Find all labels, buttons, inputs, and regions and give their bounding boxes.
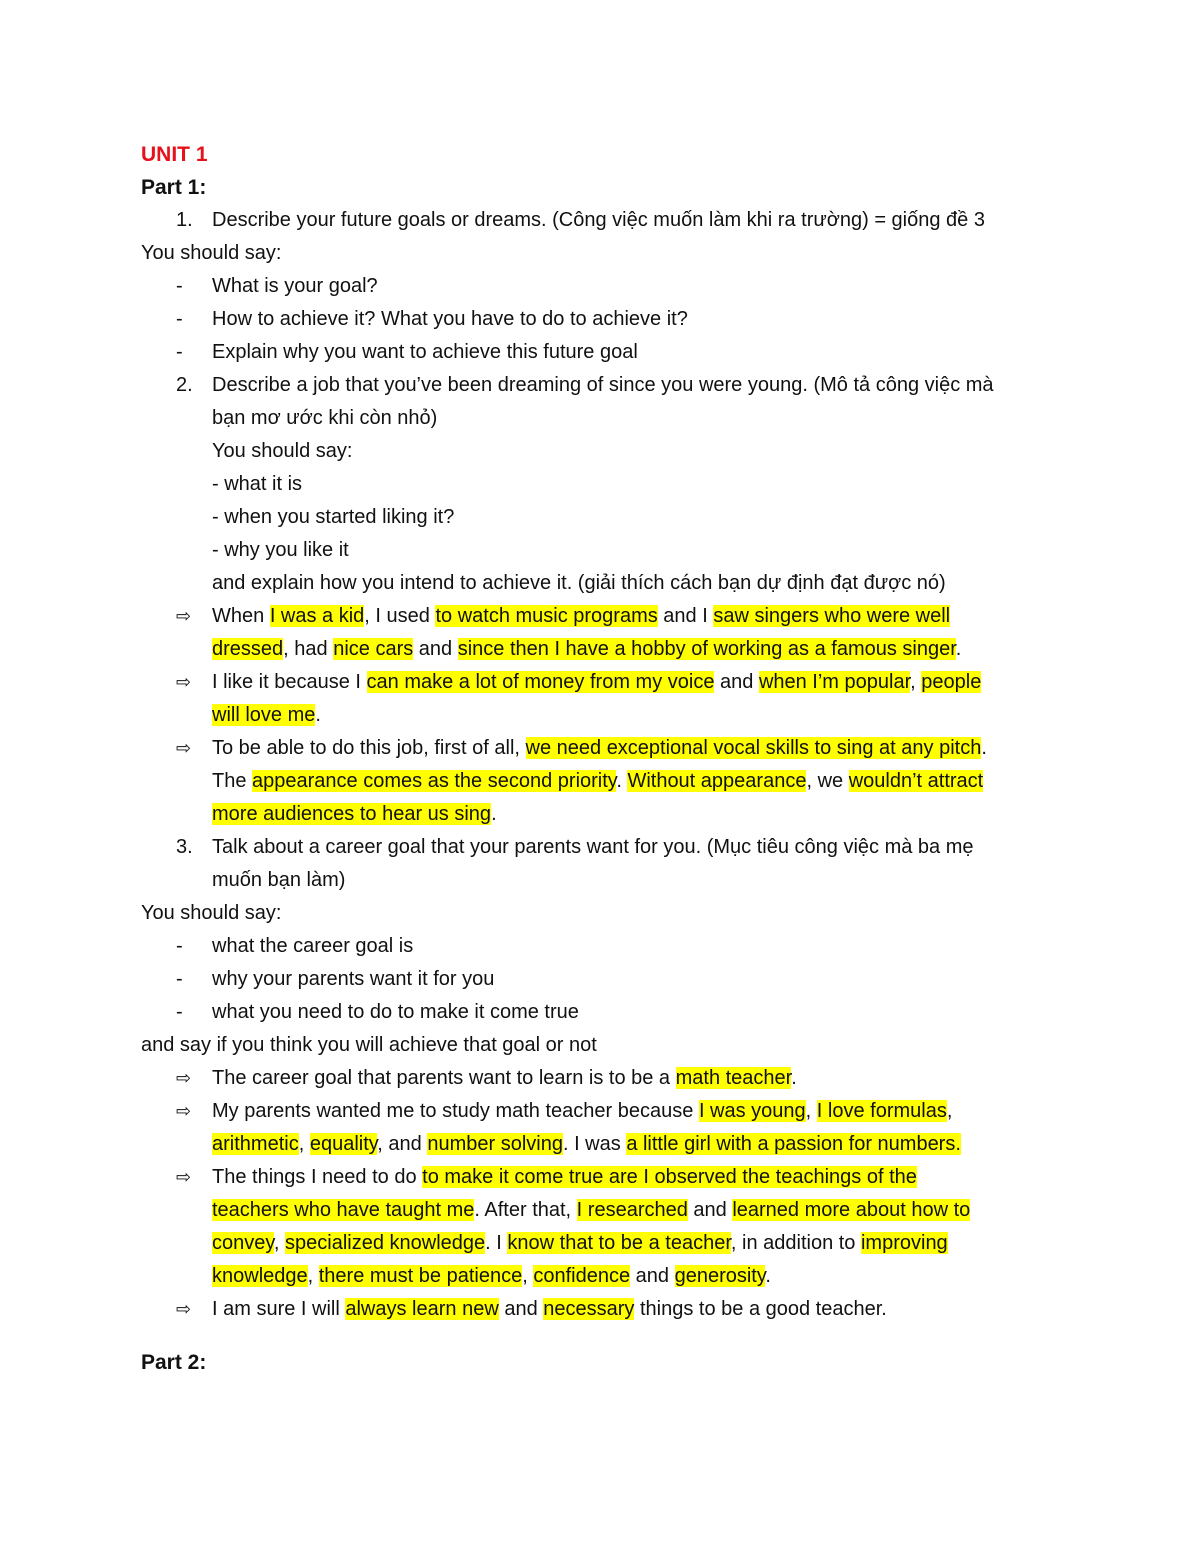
text-line bbox=[141, 303, 1061, 336]
text-run: You should say: bbox=[141, 902, 282, 924]
text-line bbox=[141, 732, 1061, 765]
highlighted-text: nice cars bbox=[333, 638, 414, 660]
text-run: , bbox=[307, 1265, 319, 1287]
text-run: Describe a job that you’ve been dreaming of since you were young. (Mô tả công việc mà bbox=[212, 374, 994, 396]
text-line bbox=[141, 1227, 1061, 1260]
highlighted-text: there must be patience bbox=[318, 1265, 523, 1287]
list-marker: - bbox=[176, 1001, 183, 1023]
text-line bbox=[141, 831, 1061, 864]
text-run: The things I need to do bbox=[212, 1166, 423, 1188]
text-run: and bbox=[687, 1199, 733, 1221]
text-line bbox=[141, 600, 1061, 633]
highlighted-text: necessary bbox=[543, 1298, 635, 1320]
arrow-bullet-icon: ⇨ bbox=[176, 1068, 192, 1088]
highlighted-text: knowledge bbox=[212, 1265, 308, 1287]
highlighted-text: more audiences to hear us sing bbox=[212, 803, 492, 825]
text-run: Talk about a career goal that your parents want for you. (Mục tiêu công việc mà ba mẹ bbox=[212, 836, 974, 858]
text-line bbox=[141, 699, 1061, 732]
text-run: . bbox=[315, 704, 321, 726]
text-run: and bbox=[498, 1298, 544, 1320]
highlighted-text: I was a kid bbox=[269, 605, 365, 627]
text-run: Describe your future goals or dreams. (Công việc muốn làm khi ra trường) = giống đề 3 bbox=[212, 209, 985, 231]
text-line bbox=[141, 930, 1061, 963]
text-line bbox=[141, 435, 1061, 468]
highlighted-text: appearance comes as the second priority bbox=[252, 770, 617, 792]
spacer bbox=[141, 1326, 1061, 1346]
text-run: You should say: bbox=[141, 242, 282, 264]
list-marker: 2. bbox=[176, 374, 193, 396]
text-run: , bbox=[946, 1100, 953, 1122]
highlighted-text: when I’m popular bbox=[758, 671, 911, 693]
text-line bbox=[141, 402, 1061, 435]
highlighted-text: specialized knowledge bbox=[285, 1232, 486, 1254]
text-line bbox=[141, 1029, 1061, 1062]
text-line bbox=[141, 765, 1061, 798]
text-line bbox=[141, 1161, 1061, 1194]
text-run: things to be a good teacher. bbox=[634, 1298, 887, 1320]
text-line bbox=[141, 996, 1061, 1029]
text-run: . bbox=[765, 1265, 771, 1287]
text-run: My parents wanted me to study math teacher because bbox=[212, 1100, 699, 1122]
body-lines bbox=[141, 204, 1061, 1326]
list-marker: 3. bbox=[176, 836, 193, 858]
text-run: To be able to do this job, first of all, bbox=[212, 737, 526, 759]
highlighted-text: dressed bbox=[212, 638, 284, 660]
text-run: I like it because I bbox=[212, 671, 367, 693]
text-run: , in addition to bbox=[730, 1232, 861, 1254]
text-run: I am sure I will bbox=[212, 1298, 346, 1320]
text-line bbox=[141, 1062, 1061, 1095]
text-line bbox=[141, 534, 1061, 567]
highlighted-text: to make it come true are I observed the teachings of the bbox=[422, 1166, 917, 1188]
highlighted-text: convey bbox=[212, 1232, 274, 1254]
text-line bbox=[141, 567, 1061, 600]
text-line bbox=[141, 798, 1061, 831]
text-run: what you need to do to make it come true bbox=[212, 1001, 579, 1023]
text-line bbox=[141, 864, 1061, 897]
highlighted-text: can make a lot of money from my voice bbox=[366, 671, 715, 693]
text-line bbox=[141, 1095, 1061, 1128]
arrow-bullet-icon: ⇨ bbox=[176, 1167, 192, 1187]
highlighted-text: to watch music programs bbox=[435, 605, 658, 627]
text-run: When bbox=[212, 605, 270, 627]
arrow-bullet-icon: ⇨ bbox=[176, 672, 192, 692]
text-run: You should say: bbox=[212, 440, 353, 462]
part1-heading: Part 1: bbox=[141, 176, 207, 199]
text-line bbox=[141, 336, 1061, 369]
text-line bbox=[141, 270, 1061, 303]
text-run: and say if you think you will achieve that goal or not bbox=[141, 1034, 597, 1056]
text-run: . bbox=[616, 770, 628, 792]
text-line bbox=[141, 1260, 1061, 1293]
text-run: , bbox=[522, 1265, 534, 1287]
highlighted-text: we need exceptional vocal skills to sing at any pitch bbox=[525, 737, 982, 759]
highlighted-text: Without appearance bbox=[627, 770, 807, 792]
highlighted-text: know that to be a teacher bbox=[507, 1232, 731, 1254]
text-run: muốn bạn làm) bbox=[212, 869, 346, 891]
text-run: . I was bbox=[562, 1133, 627, 1155]
text-run: and bbox=[413, 638, 458, 660]
text-run: , we bbox=[806, 770, 849, 792]
text-line bbox=[141, 468, 1061, 501]
text-run: , had bbox=[283, 638, 334, 660]
highlighted-text: math teacher bbox=[675, 1067, 792, 1089]
text-run: , bbox=[273, 1232, 286, 1254]
text-run: . bbox=[955, 638, 962, 660]
text-run: , bbox=[805, 1100, 817, 1122]
text-run: . I bbox=[485, 1232, 508, 1254]
highlighted-text: equality bbox=[309, 1133, 378, 1155]
list-marker: - bbox=[176, 341, 183, 363]
text-line bbox=[141, 1128, 1061, 1161]
highlighted-text: wouldn’t attract bbox=[848, 770, 984, 792]
text-run: - when you started liking it? bbox=[212, 506, 455, 528]
text-run: . bbox=[491, 803, 497, 825]
text-run: - what it is bbox=[212, 473, 303, 495]
text-line bbox=[141, 666, 1061, 699]
highlighted-text: arithmetic bbox=[212, 1133, 299, 1155]
text-run: The bbox=[212, 770, 253, 792]
highlighted-text: confidence bbox=[533, 1265, 631, 1287]
text-line bbox=[141, 237, 1061, 270]
highlighted-text: learned more about how to bbox=[732, 1199, 971, 1221]
text-run: why your parents want it for you bbox=[212, 968, 495, 990]
text-run: , bbox=[910, 671, 922, 693]
text-line bbox=[141, 633, 1061, 666]
text-line bbox=[141, 897, 1061, 930]
text-run: and bbox=[630, 1265, 675, 1287]
arrow-bullet-icon: ⇨ bbox=[176, 738, 192, 758]
text-run: What is your goal? bbox=[212, 275, 378, 297]
list-marker: - bbox=[176, 275, 183, 297]
text-run: and explain how you intend to achieve it. (giải thích cách bạn dự định đạt được nó) bbox=[212, 572, 946, 594]
text-run: , I used bbox=[364, 605, 436, 627]
text-run: what the career goal is bbox=[212, 935, 414, 957]
text-run: . After that, bbox=[474, 1199, 577, 1221]
highlighted-text: people bbox=[921, 671, 982, 693]
text-run: , and bbox=[377, 1133, 428, 1155]
text-run: and I bbox=[657, 605, 714, 627]
highlighted-text: since then I have a hobby of working as a famous singer bbox=[457, 638, 956, 660]
highlighted-text: I was young bbox=[698, 1100, 806, 1122]
highlighted-text: I love formulas bbox=[816, 1100, 947, 1122]
list-marker: - bbox=[176, 968, 183, 990]
arrow-bullet-icon: ⇨ bbox=[176, 606, 192, 626]
text-run: . bbox=[981, 737, 987, 759]
text-line bbox=[141, 963, 1061, 996]
highlighted-text: improving bbox=[860, 1232, 948, 1254]
document-content bbox=[141, 138, 1061, 1379]
highlighted-text: always learn new bbox=[345, 1298, 499, 1320]
text-run: The career goal that parents want to learn is to be a bbox=[212, 1067, 676, 1089]
text-run: bạn mơ ước khi còn nhỏ) bbox=[212, 407, 438, 429]
list-marker: - bbox=[176, 308, 183, 330]
text-line bbox=[141, 501, 1061, 534]
arrow-bullet-icon: ⇨ bbox=[176, 1299, 192, 1319]
list-marker: - bbox=[176, 935, 183, 957]
text-run: , bbox=[298, 1133, 310, 1155]
highlighted-text: I researched bbox=[576, 1199, 688, 1221]
text-line bbox=[141, 1293, 1061, 1326]
highlighted-text: teachers who have taught me bbox=[212, 1199, 475, 1221]
text-line bbox=[141, 1194, 1061, 1227]
text-run: and bbox=[714, 671, 759, 693]
arrow-bullet-icon: ⇨ bbox=[176, 1101, 192, 1121]
highlighted-text: saw singers who were well bbox=[713, 605, 951, 627]
part2-heading: Part 2: bbox=[141, 1351, 207, 1374]
unit-title: UNIT 1 bbox=[141, 143, 208, 166]
highlighted-text: number solving bbox=[427, 1133, 563, 1155]
text-run: - why you like it bbox=[212, 539, 349, 561]
text-run: How to achieve it? What you have to do to achieve it? bbox=[212, 308, 688, 330]
highlighted-text: will love me bbox=[212, 704, 316, 726]
text-line bbox=[141, 204, 1061, 237]
highlighted-text: generosity bbox=[674, 1265, 766, 1287]
highlighted-text: a little girl with a passion for numbers. bbox=[626, 1133, 961, 1155]
text-run: Explain why you want to achieve this future goal bbox=[212, 341, 638, 363]
text-line bbox=[141, 369, 1061, 402]
list-marker: 1. bbox=[176, 209, 193, 231]
text-run: . bbox=[791, 1067, 797, 1089]
